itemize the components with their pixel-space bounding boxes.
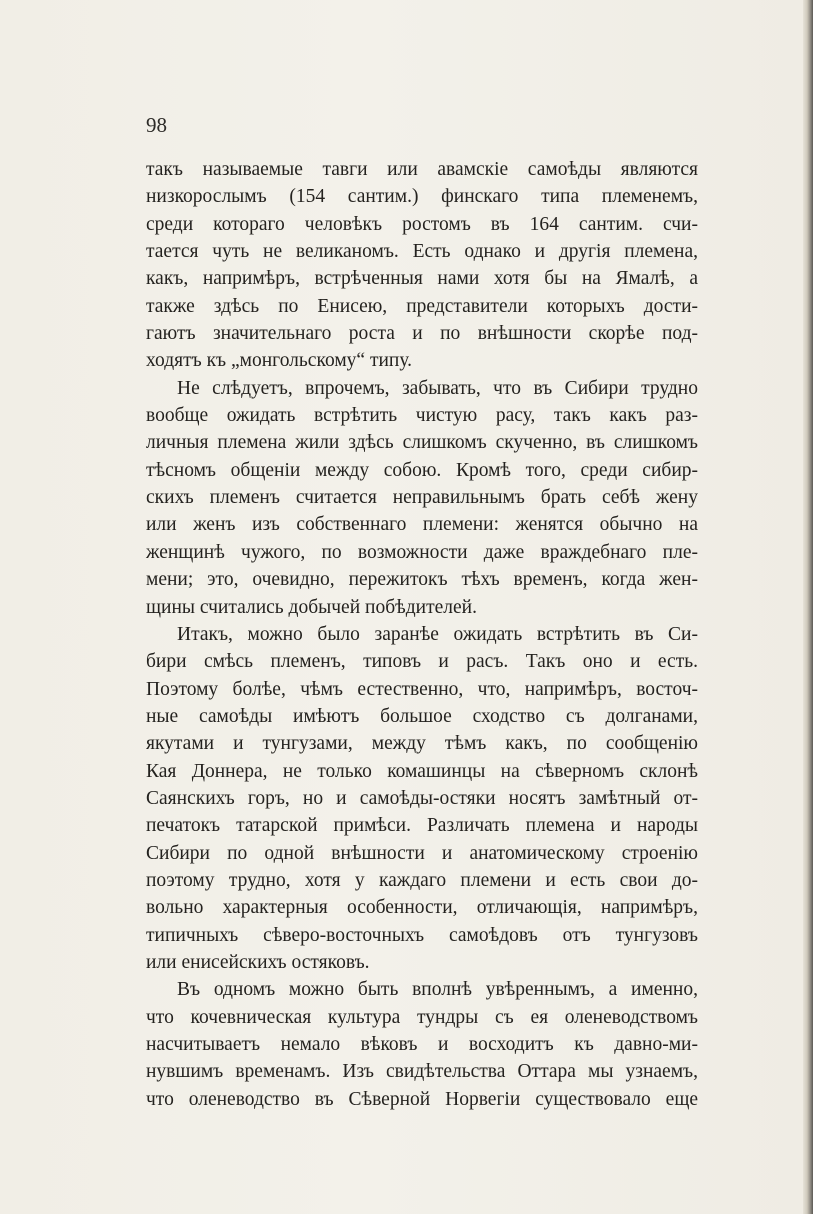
paragraph (146, 375, 698, 621)
text-line: типичныхъ сѣверо-восточныхъ самоѣдовъ отъ тунгузовъ (146, 924, 698, 946)
paragraph (146, 621, 698, 976)
text-line: щины считались добычей побѣдителей. (146, 596, 477, 618)
text-line: мени; это, очевидно, пережитокъ тѣхъ временъ, когда жен- (146, 569, 698, 591)
text-line: или енисейскихъ остяковъ. (146, 951, 370, 973)
text-line: Кая Доннера, не только комашинцы на сѣверномъ склонѣ (146, 760, 698, 782)
text-line: Сибири по одной внѣшности и анатомическому строенiю (146, 842, 698, 864)
text-line: Итакъ, можно было заранѣе ожидать встрѣтить въ Си- (177, 623, 698, 645)
text-line: Не слѣдуетъ, впрочемъ, забывать, что въ Сибири трудно (177, 377, 698, 399)
text-line: тѣсномъ общенiи между собою. Кромѣ того, среди сибир- (146, 459, 698, 481)
text-line: гаютъ значительнаго роста и по внѣшности скорѣе под- (146, 323, 698, 345)
page-binding-edge (803, 0, 813, 1214)
text-line: поэтому трудно, хотя у каждаго племени и есть свои до- (146, 869, 698, 891)
text-line: такъ называемые тавги или авамскiе самоѣды являются (146, 159, 698, 180)
text-line: среди котораго человѣкъ ростомъ въ 164 сантим. счи- (146, 213, 698, 235)
body-text (146, 156, 698, 1113)
text-line: личныя племена жили здѣсь слишкомъ скученно, въ слишкомъ (146, 432, 698, 454)
text-line: ходятъ къ „монгольскому“ типу. (146, 350, 413, 372)
text-line: насчитываетъ немало вѣковъ и восходитъ къ давно-ми- (146, 1034, 698, 1055)
text-line: вольно характерныя особенности, отличающiя, напримѣръ, (146, 897, 698, 919)
text-line: также здѣсь по Енисею, представители которыхъ дости- (146, 295, 698, 317)
paragraph (146, 156, 698, 375)
text-line: Поэтому болѣе, чѣмъ естественно, что, напримѣръ, восточ- (146, 678, 698, 700)
text-line: нувшимъ временамъ. Изъ свидѣтельства Оттара мы узнаемъ, (146, 1061, 698, 1083)
text-line: женщинѣ чужого, по возможности даже враждебнаго пле- (146, 541, 698, 563)
paragraph (146, 976, 698, 1113)
text-line: печатокъ татарской примѣси. Различать племена и народы (146, 815, 698, 837)
text-line: или женъ изъ собственнаго племени: женятся обычно на (146, 514, 698, 536)
text-line: вообще ожидать встрѣтить чистую расу, такъ какъ раз- (146, 405, 698, 427)
text-line: скихъ племенъ считается неправильнымъ брать себѣ жену (146, 487, 698, 509)
text-line: бири смѣсь племенъ, типовъ и расъ. Такъ оно и есть. (146, 651, 698, 673)
text-line: якутами и тунгузами, между тѣмъ какъ, по сообщенiю (146, 733, 698, 755)
text-line: тается чуть не великаномъ. Есть однако и другiя племена, (146, 241, 698, 263)
text-line: низкорослымъ (154 сантим.) финскаго типа племенемъ, (146, 186, 698, 208)
text-line: ные самоѣды имѣютъ большое сходство съ долганами, (146, 705, 698, 727)
text-line: что кочевническая культура тундры съ ея оленеводствомъ (146, 1006, 698, 1028)
page-number: 98 (146, 113, 167, 137)
text-line: какъ, напримѣръ, встрѣченныя нами хотя бы на Ямалѣ, а (146, 268, 698, 290)
text-line: Въ одномъ можно быть вполнѣ увѣреннымъ, а именно, (177, 979, 698, 1001)
text-line: Саянскихъ горъ, но и самоѣды-остяки носятъ замѣтный от- (146, 787, 698, 809)
text-line: что оленеводство въ Сѣверной Норвегiи существовало еще (146, 1088, 698, 1110)
